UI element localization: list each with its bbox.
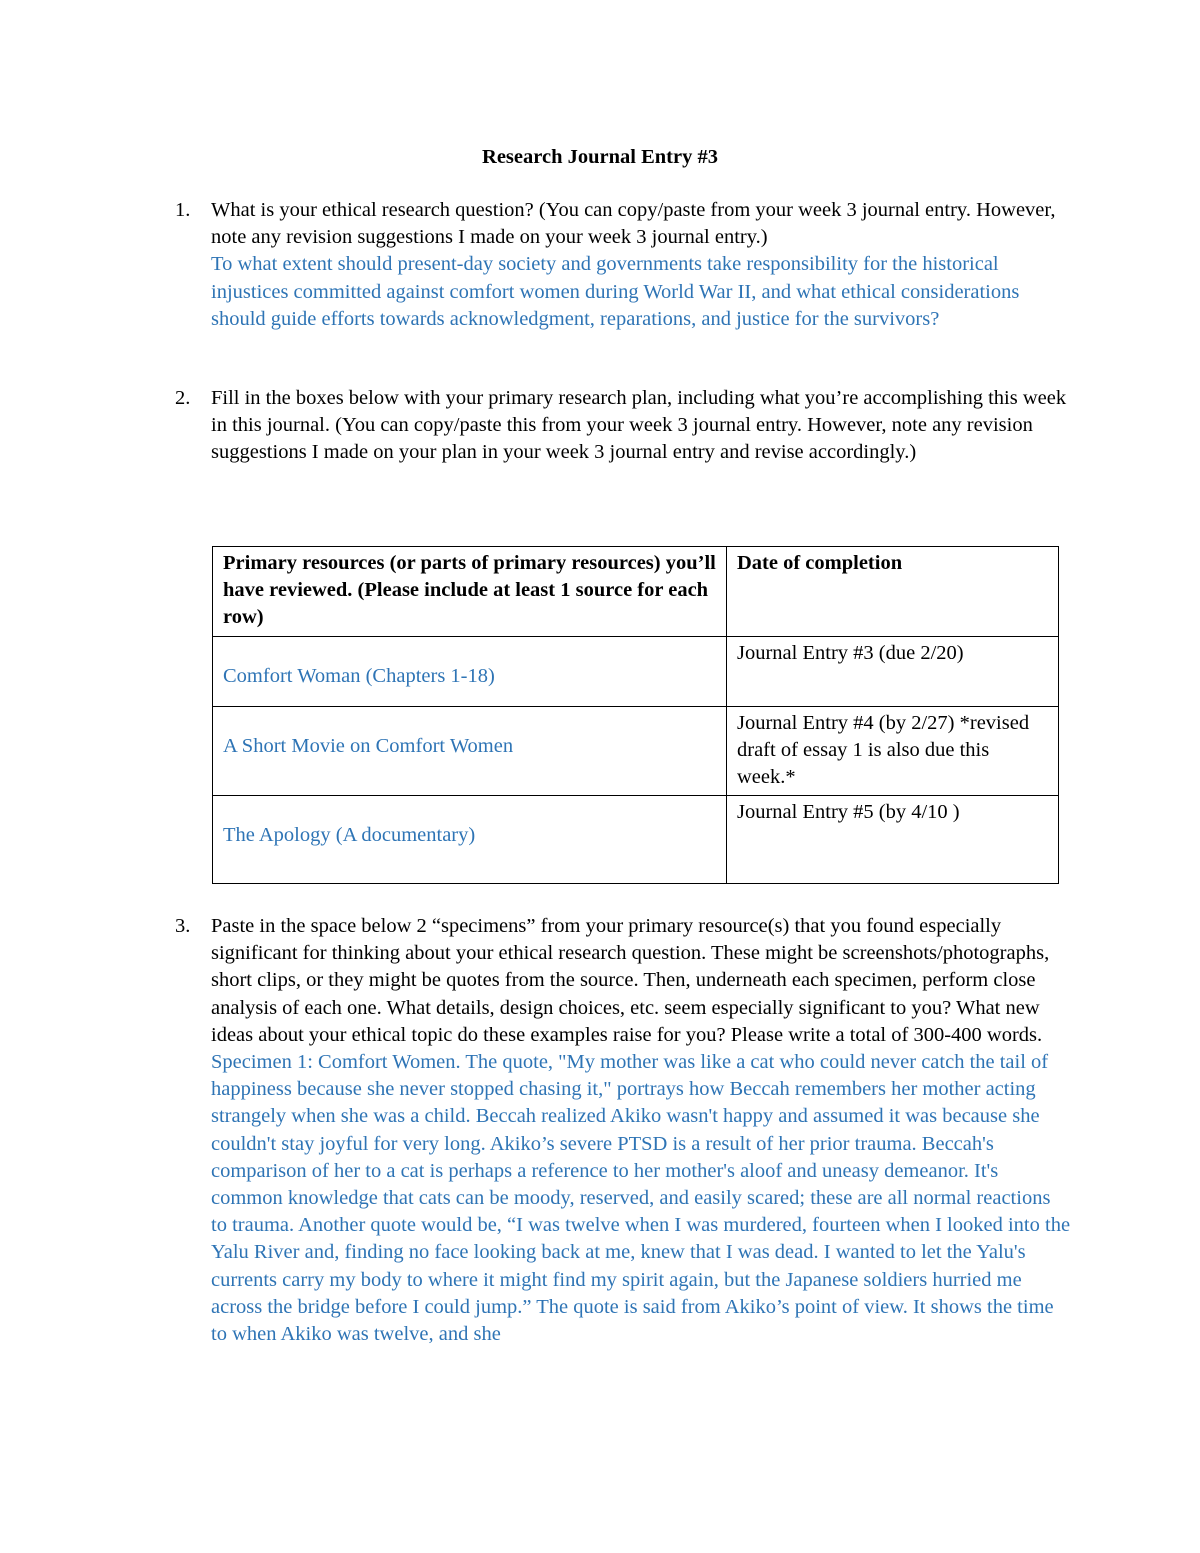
page-title: Research Journal Entry #3 (482, 146, 718, 168)
date-cell: Journal Entry #5 (by 4/10 ) (727, 796, 1059, 884)
header-date-of-completion: Date of completion (727, 547, 1059, 637)
question-3 (175, 913, 1071, 1348)
question-1-answer: To what extent should present-day society and governments take responsibility for the historical injustices committed against comfort women during World War II, and what ethical considerations should guide efforts towards acknowledgment, reparations, and justice for the survivors? (211, 253, 1020, 330)
header-primary-resources: Primary resources (or parts of primary resources) you’ll have reviewed. (Please include at least 1 source for each row) (213, 547, 727, 637)
question-1 (175, 197, 1071, 333)
resource-cell: The Apology (A documentary) (213, 796, 727, 884)
table-row (213, 706, 1059, 796)
question-3-prompt: Paste in the space below 2 “specimens” from your primary resource(s) that you found especially significant for thinking about your ethical research question. These might be screenshots/photographs, short clips, or they might be quotes from the source. Then, underneath each specimen, perform close analysis of each one. What details, design choices, etc. seem especially significant to you? What new ideas about your ethical topic do these examples raise for you? Please write a total of 300-400 words. (211, 915, 1050, 1046)
question-3-answer: Specimen 1: Comfort Women. The quote, "My mother was like a cat who could never catch the tail of happiness because she never stopped chasing it," portrays how Beccah remembers her mother acting strangely when she was a child. Beccah realized Akiko wasn't happy and assumed it was because she couldn't stay joyful for very long. Akiko’s severe PTSD is a result of her prior trauma. Beccah's comparison of her to a cat is perhaps a reference to her mother's aloof and uneasy demeanor. It's common knowledge that cats can be moody, reserved, and easily scared; these are all normal reactions to trauma. Another quote would be, “I was twelve when I was murdered, fourteen when I looked into the Yalu River and, finding no face looking back at me, knew that I was dead. I wanted to let the Yalu's currents carry my body to where it might find my spirit again, but the Japanese soldiers hurried me across the bridge before I could jump.” The quote is said from Akiko’s point of view. It shows the time to when Akiko was twelve, and she (211, 1051, 1071, 1346)
table-row (213, 796, 1059, 884)
research-plan-table (212, 546, 1059, 884)
question-2-number: 2. (175, 387, 191, 409)
date-cell: Journal Entry #4 (by 2/27) *revised draft of essay 1 is also due this week.* (727, 706, 1059, 796)
date-cell: Journal Entry #3 (due 2/20) (727, 636, 1059, 706)
table-header-row (213, 547, 1059, 637)
question-2-prompt: Fill in the boxes below with your primary research plan, including what you’re accomplishing this week in this journal. (You can copy/paste this from your week 3 journal entry. However, note any revision suggestions I made on your plan in your week 3 journal entry and revise accordingly.) (211, 387, 1067, 464)
table-row (213, 636, 1059, 706)
resource-cell: A Short Movie on Comfort Women (213, 706, 727, 796)
question-3-number: 3. (175, 915, 191, 937)
question-1-number: 1. (175, 199, 191, 221)
question-1-prompt: What is your ethical research question? (You can copy/paste from your week 3 journal entry. However, note any revision suggestions I made on your week 3 journal entry.) (211, 199, 1056, 249)
question-2 (175, 385, 1071, 467)
resource-cell: Comfort Woman (Chapters 1-18) (213, 636, 727, 706)
